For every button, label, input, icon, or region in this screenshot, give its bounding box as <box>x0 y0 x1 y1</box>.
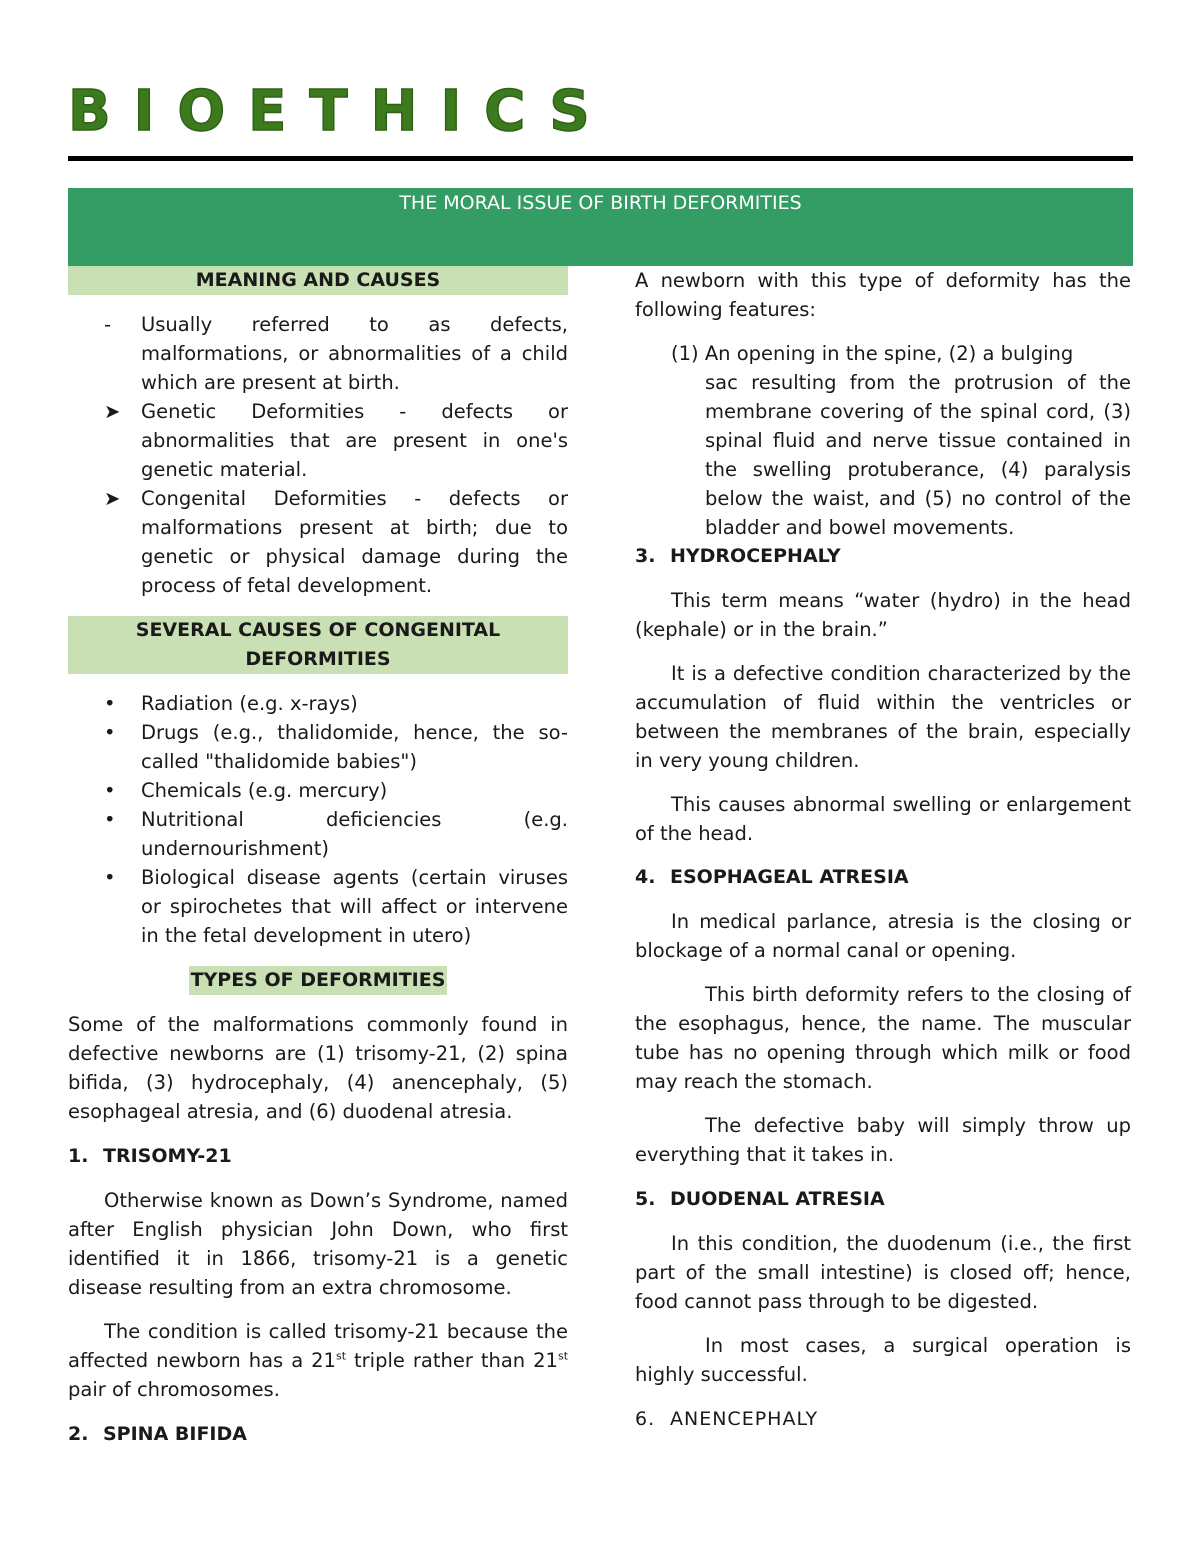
eso-paragraph-3: The defective baby will simply throw up everything that it takes in. <box>635 1114 1131 1166</box>
banner-title: THE MORAL ISSUE OF BIRTH DEFORMITIES <box>399 192 802 214</box>
heading-number: 3. <box>635 545 656 567</box>
hydro-paragraph-2: It is a defective condition characterized by the accumulation of fluid within the ventricles or between the membranes of the brain, especially in very young children. <box>635 662 1131 772</box>
hydro-paragraph-3: This causes abnormal swelling or enlargement of the head. <box>635 793 1131 845</box>
list-item <box>68 805 568 863</box>
list-item <box>68 484 568 600</box>
list-item-text: Chemicals (e.g. mercury) <box>141 779 388 802</box>
hydro-paragraph-1: This term means “water (hydro) in the head (kephale) or in the brain.” <box>635 589 1131 641</box>
right-column <box>635 266 1131 1434</box>
heading-number: 2. <box>68 1423 89 1445</box>
superscript: st <box>335 1349 347 1363</box>
heading-meaning-and-causes: MEANING AND CAUSES <box>68 266 568 295</box>
list-item <box>68 310 568 397</box>
bullet-icon: • <box>104 808 116 831</box>
spina-features-first-line: (1) An opening in the spine, (2) a bulging <box>671 342 1074 365</box>
heading-duodenal-atresia <box>635 1185 1131 1214</box>
spina-features <box>635 339 1131 542</box>
list-item <box>68 718 568 776</box>
heading-number: 4. <box>635 866 656 888</box>
eso-paragraph-1: In medical parlance, atresia is the closing or blockage of a normal canal or opening. <box>635 910 1131 962</box>
list-item <box>68 863 568 950</box>
heading-text: SPINA BIFIDA <box>103 1423 247 1445</box>
list-item <box>68 776 568 805</box>
heading-text: ANENCEPHALY <box>670 1408 819 1430</box>
heading-esophageal-atresia <box>635 863 1131 892</box>
bullet-icon: • <box>104 692 116 715</box>
trisomy-paragraph-1: Otherwise known as Down’s Syndrome, named after English physician John Down, who first identified it in 1866, trisomy-21 is a genetic disease resulting from an extra chromosome. <box>68 1189 568 1299</box>
text-run: The condition is called trisomy-21 because the affected newborn has a 21 <box>68 1320 568 1372</box>
eso-paragraph-2: This birth deformity refers to the closing of the esophagus, hence, the name. The muscular tube has no opening through which milk or food may reach the stomach. <box>635 983 1131 1093</box>
bullet-icon: • <box>104 866 116 889</box>
duo-paragraph-1: In this condition, the duodenum (i.e., the first part of the small intestine) is closed off; hence, food cannot pass through to be digested. <box>635 1232 1131 1313</box>
text-run: pair of chromosomes. <box>68 1378 280 1401</box>
list-item-text: Drugs (e.g., thalidomide, hence, the so-called "thalidomide babies") <box>141 721 568 773</box>
heading-text: TRISOMY-21 <box>103 1145 232 1167</box>
left-column <box>68 266 568 1449</box>
heading-number: 1. <box>68 1145 89 1167</box>
causes-list <box>68 689 568 950</box>
heading-text: DUODENAL ATRESIA <box>670 1188 885 1210</box>
spina-intro: A newborn with this type of deformity has the following features: <box>635 269 1131 321</box>
heading-hydrocephaly <box>635 542 1131 571</box>
arrow-bullet-icon: ➤ <box>104 487 121 510</box>
dash-marker: - <box>104 313 112 336</box>
section-banner <box>68 188 1133 266</box>
title-rule <box>68 156 1133 161</box>
list-item-text: Nutritional deficiencies (e.g. undernourishment) <box>141 808 568 860</box>
list-item <box>68 397 568 484</box>
heading-types-wrapper <box>68 965 568 995</box>
list-item-text: Congenital Deformities - defects or malformations present at birth; due to genetic or physical damage during the process of fetal development. <box>141 487 568 597</box>
trisomy-paragraph-2 <box>68 1317 568 1404</box>
list-item-text: Genetic Deformities - defects or abnormalities that are present in one's genetic material. <box>141 400 568 481</box>
heading-text: ESOPHAGEAL ATRESIA <box>670 866 909 888</box>
list-item-text: Biological disease agents (certain viruses or spirochetes that will affect or intervene in the fetal development in utero) <box>141 866 568 947</box>
list-item <box>68 689 568 718</box>
spina-features-rest: sac resulting from the protrusion of the membrane covering of the spinal cord, (3) spinal fluid and nerve tissue contained in the swelling protuberance, (4) paralysis below the waist, and (5) no control of the bladder and bowel movements. <box>705 371 1131 539</box>
bullet-icon: • <box>104 779 116 802</box>
heading-number: 6. <box>635 1408 656 1430</box>
heading-types: TYPES OF DEFORMITIES <box>189 966 448 995</box>
list-item-text: Radiation (e.g. x-rays) <box>141 692 358 715</box>
meaning-list <box>68 310 568 600</box>
superscript: st <box>557 1349 569 1363</box>
bullet-icon: • <box>104 721 116 744</box>
heading-text: HYDROCEPHALY <box>670 545 841 567</box>
types-intro: Some of the malformations commonly found in defective newborns are (1) trisomy-21, (2) spina bifida, (3) hydrocephaly, (4) anencephaly, (5) esophageal atresia, and (6) duodenal atresia. <box>68 1013 568 1123</box>
text-run: triple rather than 21 <box>346 1349 558 1372</box>
heading-causes: SEVERAL CAUSES OF CONGENITAL DEFORMITIES <box>68 616 568 674</box>
document-title: BIOETHICS <box>68 79 613 144</box>
list-item-text: Usually referred to as defects, malformations, or abnormalities of a child which are present at birth. <box>141 313 568 394</box>
heading-anencephaly <box>635 1405 1131 1434</box>
heading-number: 5. <box>635 1188 656 1210</box>
duo-paragraph-2: In most cases, a surgical operation is highly successful. <box>635 1334 1131 1386</box>
heading-spina-bifida <box>68 1420 568 1449</box>
arrow-bullet-icon: ➤ <box>104 400 121 423</box>
heading-trisomy <box>68 1142 568 1171</box>
